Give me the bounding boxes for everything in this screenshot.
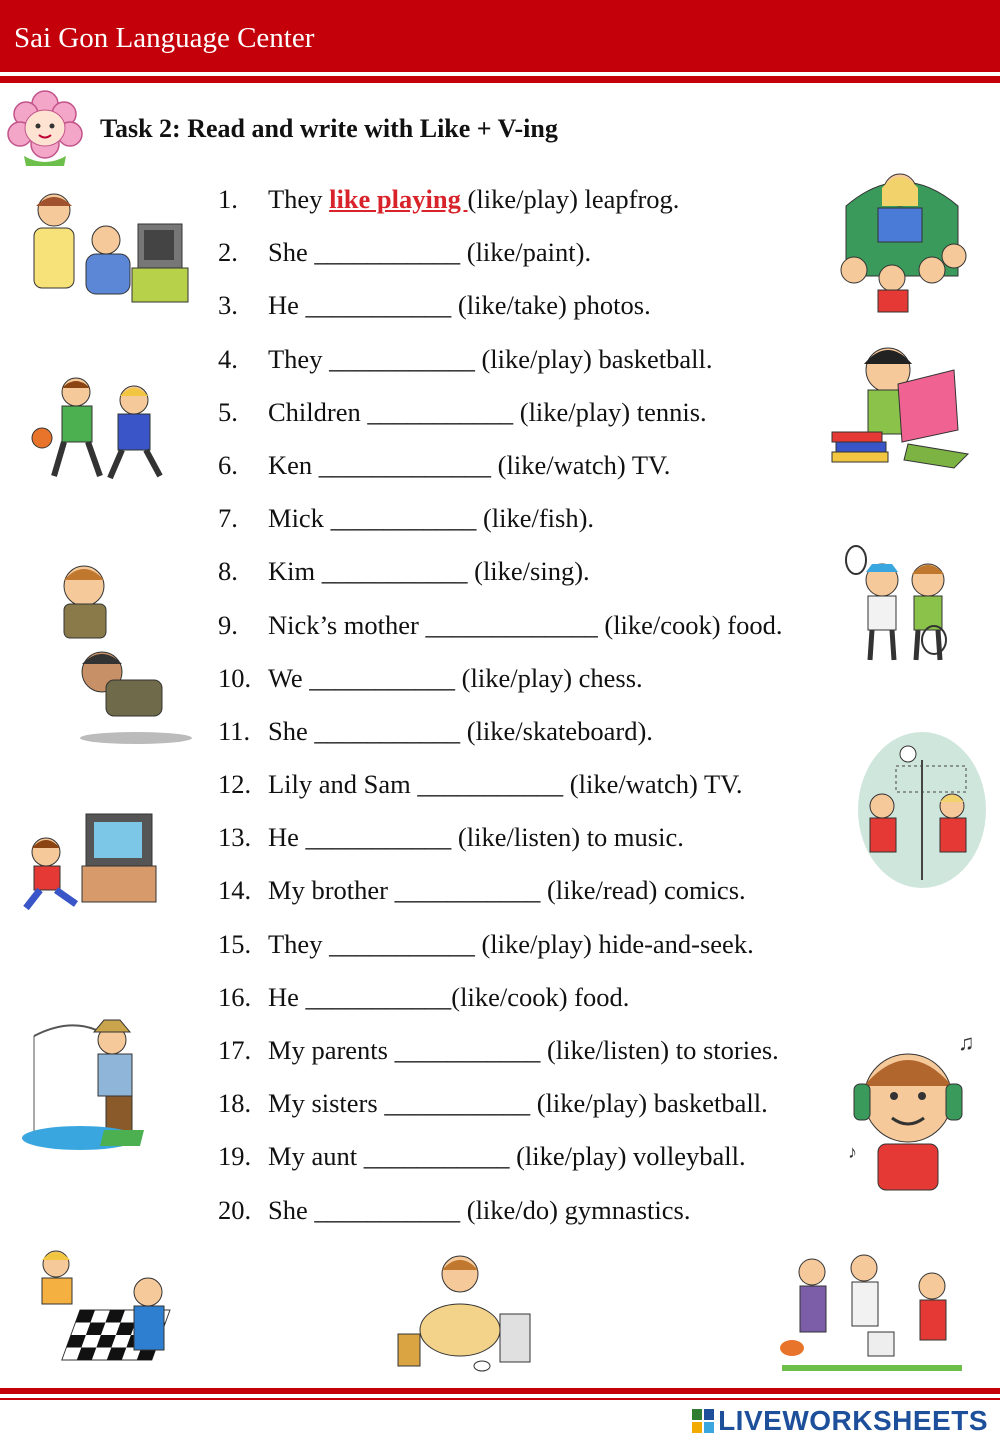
exercise-item [218, 661, 782, 714]
task-title: Task 2: Read and write with Like + V-ing [100, 114, 558, 143]
exercise-item [218, 342, 782, 395]
man-with-headphones-picture [840, 1026, 986, 1196]
header-divider [0, 76, 1000, 83]
exercise-hint: (like/cook) food. [597, 609, 783, 640]
exercise-number: 15. [218, 928, 252, 959]
exercise-blank[interactable]: ___________ [394, 1035, 541, 1065]
exercise-subject: They [268, 928, 330, 959]
exercise-item [218, 980, 782, 1033]
exercise-hint: (like/play) basketball. [530, 1088, 768, 1119]
exercise-hint: (like/listen) to stories. [540, 1035, 779, 1065]
exercise-subject: They [268, 343, 330, 374]
exercise-number: 1. [218, 184, 238, 214]
exercise-blank[interactable]: _____________ [318, 449, 492, 480]
boy-watching-tv-picture [20, 808, 172, 920]
exercise-number: 9. [218, 609, 238, 640]
exercise-item [218, 448, 782, 501]
exercise-subject: She [268, 715, 315, 746]
exercise-hint: (like/paint). [460, 237, 592, 268]
footer-divider [0, 1388, 1000, 1394]
exercise-subject: My parents [268, 1035, 395, 1065]
exercise-number: 17. [218, 1035, 252, 1065]
exercise-blank[interactable]: ___________ [305, 290, 452, 321]
exercise-number: 20. [218, 1194, 252, 1225]
exercise-blank[interactable]: ___________ [305, 981, 452, 1012]
exercise-number: 3. [218, 290, 238, 321]
exercise-blank[interactable]: ___________ [384, 1088, 531, 1119]
exercise-subject: He [268, 290, 306, 321]
exercise-hint: (like/take) photos. [451, 290, 651, 321]
exercise-item [218, 927, 782, 980]
exercise-number: 2. [218, 237, 238, 268]
exercise-blank[interactable]: ___________ [329, 343, 475, 374]
exercise-blank[interactable]: ___________ [314, 237, 461, 268]
exercise-blank[interactable]: ___________ [305, 822, 452, 853]
exercise-item [218, 820, 782, 873]
leapfrog-kids-picture [36, 560, 196, 746]
exercise-item [218, 1139, 782, 1192]
exercise-item [218, 395, 782, 448]
exercise-hint: (like/listen) to music. [451, 822, 684, 853]
exercise-item [218, 554, 782, 607]
exercise-subject: Children [268, 396, 368, 427]
liveworksheets-brand: LIVEWORKSHEETS [718, 1405, 988, 1436]
exercise-blank[interactable]: ___________ [309, 662, 456, 693]
exercise-subject: Lily and Sam [268, 769, 418, 800]
exercise-hint: (like/play) chess. [455, 662, 643, 693]
exercise-list [218, 182, 782, 1246]
exercise-hint: (like/play) tennis. [513, 396, 707, 427]
exercise-hint: (like/watch) TV. [491, 449, 671, 480]
exercise-subject: My sisters [268, 1088, 385, 1119]
exercise-item [218, 714, 782, 767]
exercise-blank[interactable]: ___________ [330, 503, 477, 534]
footer-divider-thin [0, 1398, 1000, 1400]
exercise-blank[interactable]: ___________ [321, 556, 468, 587]
storytelling-picture [832, 166, 972, 314]
boy-cooking-picture [394, 1244, 540, 1374]
exercise-blank[interactable]: ___________ [314, 1194, 461, 1225]
fishing-man-picture [20, 1006, 154, 1154]
exercise-number: 14. [218, 875, 252, 906]
header-bar [0, 0, 1000, 72]
exercise-hint: (like/sing). [467, 556, 590, 587]
exercise-hint: (like/play) basketball. [474, 343, 713, 374]
exercise-item [218, 501, 782, 554]
exercise-blank[interactable]: ___________ [363, 1141, 510, 1172]
exercise-subject: Nick’s mother [268, 609, 426, 640]
exercise-subject: Ken [268, 449, 319, 480]
exercise-hint: (like/play) volleyball. [509, 1141, 746, 1172]
flower-icon [4, 88, 86, 168]
exercise-hint: (like/do) gymnastics. [460, 1194, 691, 1225]
exercise-item [218, 1193, 782, 1246]
exercise-blank[interactable]: ___________ [417, 769, 564, 800]
exercise-item [218, 608, 782, 661]
exercise-subject: We [268, 662, 310, 693]
exercise-hint: (like/fish). [476, 503, 595, 534]
exercise-blank[interactable]: _____________ [425, 609, 598, 640]
exercise-subject: They [268, 184, 330, 214]
volleyball-kids-picture [856, 730, 986, 890]
exercise-blank[interactable]: ___________ [367, 396, 514, 427]
header-title: Sai Gon Language Center [14, 22, 315, 54]
chess-kids-picture [30, 1246, 182, 1378]
svg-text:♪: ♪ [848, 1142, 857, 1162]
exercise-subject: Mick [268, 503, 331, 534]
exercise-hint: (like/play) leapfrog. [467, 184, 680, 214]
exercise-item [218, 767, 782, 820]
family-cooking-picture [772, 1248, 972, 1378]
exercise-number: 19. [218, 1141, 252, 1172]
exercise-number: 7. [218, 503, 238, 534]
exercise-item [218, 1086, 782, 1139]
boy-reading-picture [828, 334, 976, 474]
exercise-hint: (like/cook) food. [451, 981, 630, 1012]
exercise-subject: Kim [268, 556, 322, 587]
exercise-hint: (like/play) hide-and-seek. [474, 928, 754, 959]
exercise-hint: (like/read) comics. [540, 875, 746, 906]
exercise-subject: He [268, 822, 306, 853]
exercise-number: 16. [218, 981, 252, 1012]
exercise-subject: My aunt [268, 1141, 364, 1172]
exercise-blank[interactable]: ___________ [329, 928, 475, 959]
exercise-hint: (like/skateboard). [460, 715, 653, 746]
exercise-subject: She [268, 1194, 315, 1225]
kids-tv-picture [14, 188, 194, 318]
exercise-number: 10. [218, 662, 252, 693]
exercise-number: 13. [218, 822, 252, 853]
exercise-number: 11. [218, 715, 251, 746]
exercise-number: 18. [218, 1088, 252, 1119]
exercise-hint: (like/watch) TV. [563, 769, 743, 800]
exercise-subject: He [268, 981, 306, 1012]
exercise-subject: She [268, 237, 315, 268]
exercise-item [218, 873, 782, 926]
exercise-item [218, 1033, 782, 1086]
exercise-number: 12. [218, 769, 252, 800]
exercise-number: 8. [218, 556, 238, 587]
exercise-answer: like playing [329, 184, 468, 214]
exercise-number: 5. [218, 396, 238, 427]
liveworksheets-grid-icon [692, 1409, 714, 1433]
exercise-blank[interactable]: ___________ [314, 715, 461, 746]
tennis-kids-picture [842, 544, 966, 670]
exercise-item [218, 182, 782, 235]
svg-text:♫: ♫ [958, 1030, 975, 1055]
exercise-item [218, 235, 782, 288]
liveworksheets-logo [692, 1404, 988, 1438]
exercise-item [218, 288, 782, 341]
exercise-blank[interactable]: ___________ [394, 875, 541, 906]
exercise-subject: My brother [268, 875, 395, 906]
exercise-number: 6. [218, 449, 238, 480]
basketball-kids-picture [24, 372, 172, 484]
exercise-number: 4. [218, 343, 238, 374]
